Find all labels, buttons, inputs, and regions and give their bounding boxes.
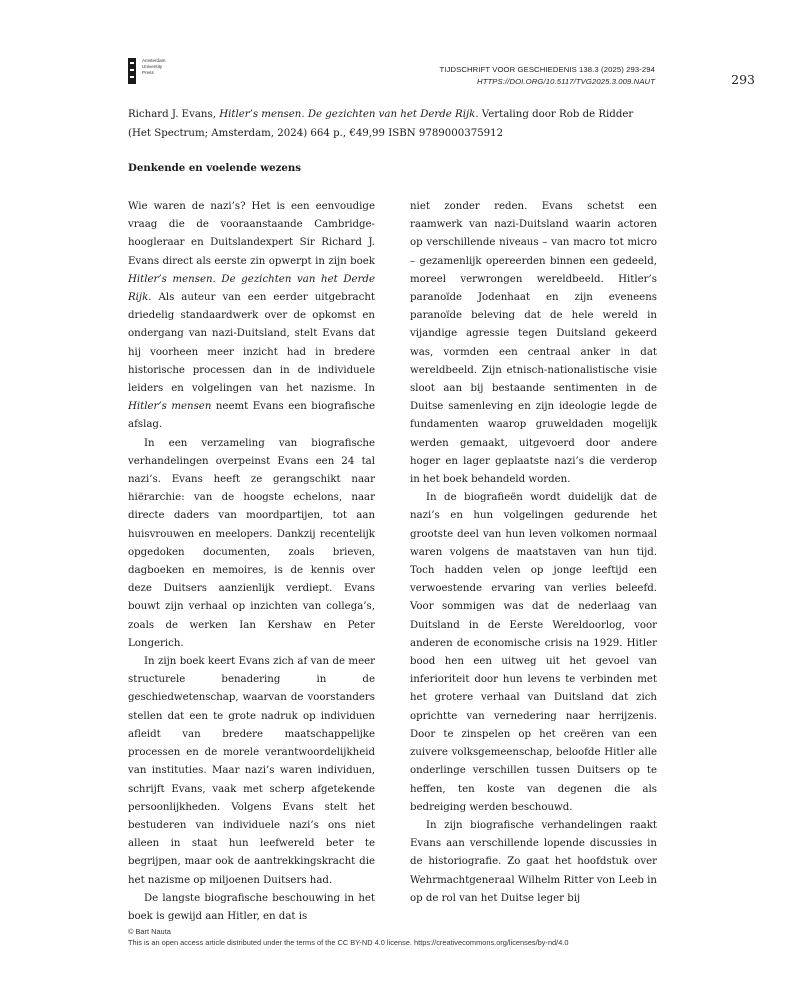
citation-author: Richard J. Evans, <box>128 109 220 120</box>
copyright-notice: © Bart Nauta <box>128 927 171 936</box>
paragraph: Wie waren de nazi’s? Het is een eenvoudige vraag die de vooraanstaande Cambridge-hoogleraar en Duitslandexpert Sir Richard J. Evans direct als eerste zin opwerpt in zijn boek Hitler’s mensen. De gezichten van het Derde Rijk. Als auteur van een eerder uitgebracht driedelig standaardwerk over de opkomst en ondergang van nazi-Duitsland, stelt Evans dat hij voorheen meer inzicht had in bredere historische processen dan in de individuele leiders en volgelingen van het nazisme. In Hitler’s mensen neemt Evans een biografische afslag. <box>128 201 376 431</box>
citation-title: Hitler’s mensen. De gezichten van het Derde Rijk <box>219 109 476 120</box>
citation-details: . Vertaling door Rob de Ridder (Het Spectrum; Amsterdam, 2024) 664 p., €49,99 ISBN 9789000375912 <box>128 109 634 139</box>
paragraph: De langste biografische beschouwing in het boek is gewijd aan Hitler, en dat is <box>128 892 375 922</box>
paragraph: In de biografieën wordt duidelijk dat de nazi’s en hun volgelingen gedurende het grootste deel van hun leven volkomen normaal waren volgens de maatstaven van hun tijd. Toch hadden velen op jonge leeftijd een verwoestende ervaring van verlies beleefd. Voor sommigen was dat de nederlaag van Duitsland in de Eerste Wereldoorlog, voor anderen de economische crisis na 1929. Hitler bood hen een uitweg uit het gevoel van inferioriteit door hun levens te verbinden met het grotere verhaal van Duitsland dat zich oprichtte van vernedering naar herrijzenis. Door te zinspelen op het creëren van een zuivere volksgemeenschap, beloofde Hitler alle onderlinge verschillen tussen Duitsers op te heffen, ten koste van degenen die als bedreiging werden beschouwd. <box>410 492 657 813</box>
journal-header <box>440 64 655 88</box>
page-number: 293 <box>731 72 755 87</box>
license-notice: This is an open access article distributed under the terms of the CC BY-ND 4.0 license. https://creativecommons.org/licenses/by-nd/4.0 <box>128 938 569 947</box>
left-column <box>128 198 375 926</box>
journal-title: TIJDSCHRIFT VOOR GESCHIEDENIS 138.3 (2025) 293-294 <box>439 65 655 74</box>
doi-link[interactable]: HTTPS://DOI.ORG/10.5117/TVG2025.3.009.NAUT <box>477 77 655 86</box>
paragraph: In zijn boek keert Evans zich af van de meer structurele benadering in de geschiedwetenschap, waarvan de voorstanders stellen dat een te grote nadruk op individuen afleidt van bredere maatschappelijke processen en de morele verantwoordelijkheid van instituties. Maar nazi’s waren individuen, schrijft Evans, vaak met scherp afgetekende persoonlijkheden. Volgens Evans stelt het bestuderen van individuele nazi’s ons niet alleen in staat hun leefwereld beter te begrijpen, maar ook de aantrekkingskracht die het nazisme op miljoenen Duitsers had. <box>128 656 375 886</box>
footer <box>128 926 569 948</box>
right-column <box>410 198 657 908</box>
paragraph: In een verzameling van biografische verhandelingen overpeinst Evans een 24 tal nazi’s. Evans heeft ze gerangschikt naar hiërarchie: van de hoogste echelons, naar directe daders van moordpartijen, tot aan huisvrouwen en meelopers. Dankzij recentelijk opgedoken documenten, zoals brieven, dagboeken en memoires, is de kennis over deze Duitsers aanzienlijk verdiept. Evans bouwt zijn verhaal op inzichten van collega’s, zoals de werken Ian Kershaw en Peter Longerich. <box>128 437 375 649</box>
paragraph: In zijn biografische verhandelingen raakt Evans aan verschillende lopende discussies in de historiografie. Zo gaat het hoofdstuk over Wehrmachtgeneraal Wilhelm Ritter von Leeb in op de rol van het Duitse leger bij <box>410 819 657 904</box>
publisher-logo <box>128 58 166 84</box>
paragraph: niet zonder reden. Evans schetst een raamwerk van nazi-Duitsland waarin actoren op verschillende niveaus – van macro tot micro – gezamenlijk opereerden binnen een gedeeld, moreel verwrongen wereldbeeld. Hitler’s paranoïde Jodenhaat en zijn eveneens paranoïde beleving dat de hele wereld in vijandige agressie tegen Duitsland gekeerd was, vormden een centraal anker in dat wereldbeeld. Zijn etnisch-nationalistische visie sloot aan bij bestaande sentimenten in de Duitse samenleving en zijn ideologie legde de fundamenten waarop gruweldaden mogelijk werden gemaakt, uitgevoerd door andere hoger en lager geplaatste nazi’s die verderop in het boek behandeld worden. <box>410 201 657 486</box>
logo-text: Amsterdam University Press <box>142 58 166 75</box>
section-title: Denkende en voelende wezens <box>128 162 302 174</box>
book-citation <box>128 106 658 143</box>
logo-mark-icon <box>128 58 136 84</box>
